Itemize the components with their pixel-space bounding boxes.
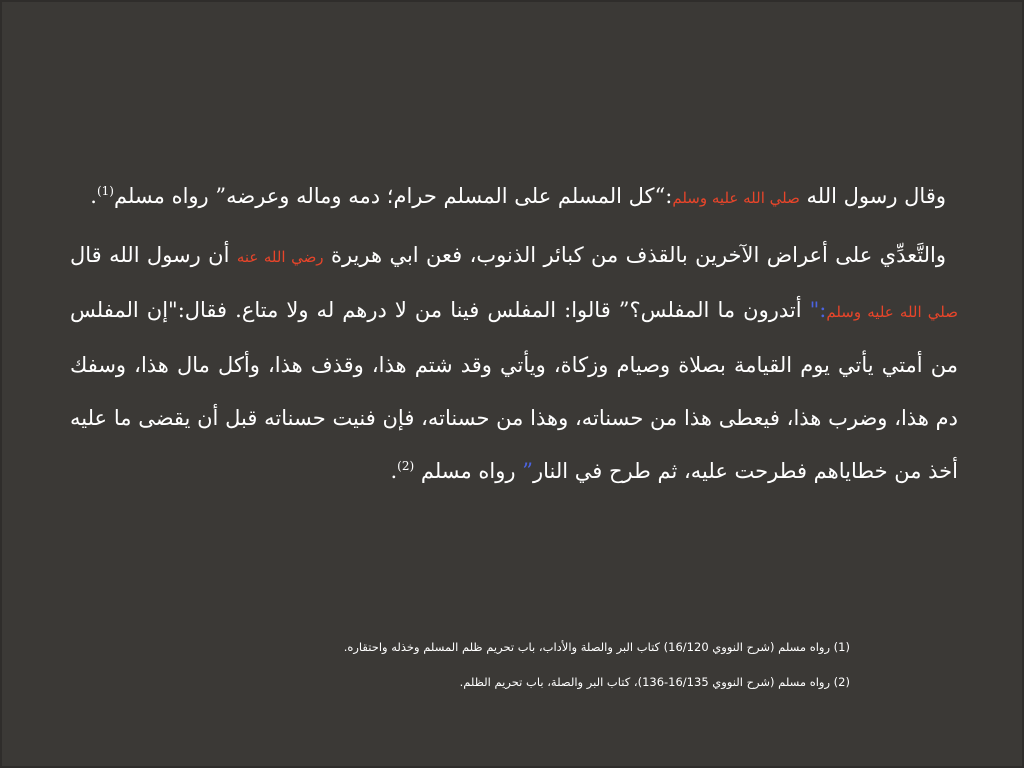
p2-end: . xyxy=(390,459,398,483)
p2-text-1: والتَّعدِّي على أعراض الآخرين بالقذف من كبائر الذنوب، فعن ابي هريرة xyxy=(323,243,946,267)
p2-footnote-ref: (2) xyxy=(397,459,415,473)
footnotes xyxy=(344,638,850,691)
p1-text-2: :“كل المسلم على المسلم حرام؛ دمه وماله وعرضه” رواه مسلم xyxy=(113,184,673,208)
p1-footnote-ref: (1) xyxy=(96,184,114,198)
p2-honorific-1: رضي الله عنه xyxy=(236,248,324,266)
p1-text-1: وقال رسول الله xyxy=(799,184,946,208)
p1-end: . xyxy=(90,184,97,208)
p2-text-3: أتدرون ما المفلس؟” قالوا: المفلس فينا من لا درهم له ولا متاع. فقال:"إن المفلس من أمتي يأتي يوم القيامة بصلاة وصيام وزكاة، ويأتي وقد شتم هذا، وقذف هذا، وأكل مال هذا، وسفك دم هذا، وضرب هذا، فيعطى هذا من حسناته، وهذا من حسناته، فإن فنيت حسناته قبل أن يقضى ما عليه أخذ من خطاياهم فطرحت عليه، ثم طرح في النار xyxy=(70,298,958,483)
p1-honorific: صلي الله عليه وسلم xyxy=(672,189,800,207)
paragraph-2 xyxy=(70,229,958,498)
main-text xyxy=(70,170,958,498)
p2-text-2: أن رسول الله قال xyxy=(70,243,237,267)
p2-quote-open: :" xyxy=(809,298,827,322)
paragraph-1 xyxy=(70,170,958,225)
p2-honorific-2: صلي الله عليه وسلم xyxy=(826,303,959,321)
footnote-2: (2) رواه مسلم (شرح النووي 16/135-136)، كتاب البر والصلة، باب تحريم الظلم. xyxy=(459,675,850,689)
footnote-1: (1) رواه مسلم (شرح النووي 16/120) كتاب البر والصلة والأداب، باب تحريم ظلم المسلم وخذله واحتقاره. xyxy=(343,640,850,654)
p2-quote-close: ” xyxy=(522,459,533,483)
p2-text-4: رواه مسلم xyxy=(414,459,523,483)
